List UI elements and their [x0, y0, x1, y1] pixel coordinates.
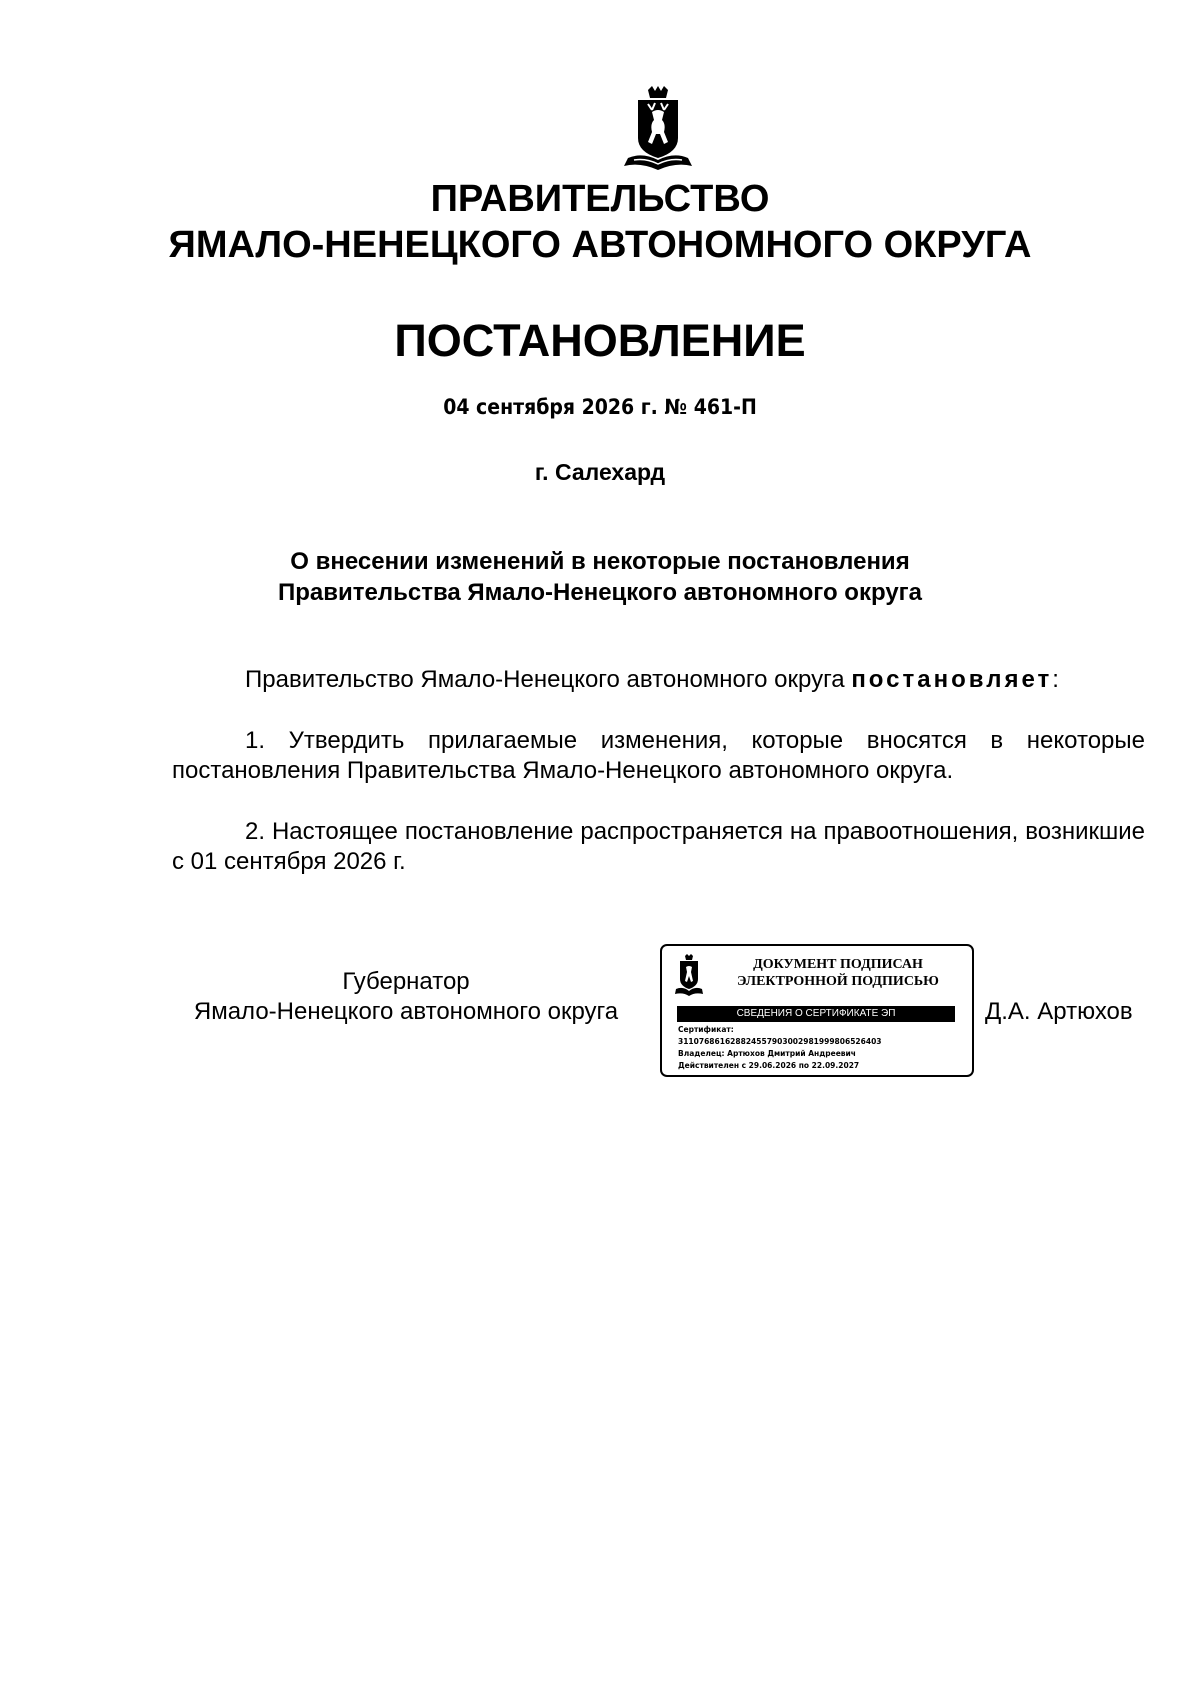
- certificate-validity: Действителен с 29.06.2026 по 22.09.2027: [678, 1061, 860, 1070]
- document-city: г. Салехард: [534, 459, 666, 485]
- stamp-coat-of-arms-icon: [674, 954, 704, 996]
- electronic-signature-stamp: [660, 944, 974, 1077]
- subject-line1: О внесении изменений в некоторые постановления: [290, 548, 910, 575]
- intro-bold-word: постановляет: [851, 666, 1053, 693]
- paragraph-item-1: 1. Утвердить прилагаемые изменения, которые вносятся в некоторые постановления Правительства Ямало-Ненецкого автономного округа.: [172, 727, 1145, 784]
- stamp-title-line2: ЭЛЕКТРОННОЙ ПОДПИСЬЮ: [737, 974, 939, 989]
- paragraph-item-2: 2. Настоящее постановление распространяется на правоотношения, возникшие с 01 сентября 2026 г.: [172, 818, 1145, 875]
- stamp-title: [718, 956, 958, 990]
- stamp-title-line1: ДОКУМЕНТ ПОДПИСАН: [753, 957, 923, 972]
- government-title-line1: ПРАВИТЕЛЬСТВО: [430, 178, 770, 220]
- certificate-number: 311076861628824557903002981999806526403: [678, 1037, 882, 1046]
- intro-paragraph: [172, 665, 1145, 695]
- signer-post-line2: Ямало-Ненецкого автономного округа: [193, 998, 619, 1025]
- intro-end: :: [1052, 666, 1059, 693]
- government-title-line2: ЯМАЛО-НЕНЕЦКОГО АВТОНОМНОГО ОКРУГА: [168, 224, 1032, 266]
- document-type-title: ПОСТАНОВЛЕНИЕ: [394, 315, 806, 366]
- document-subject: [0, 546, 1200, 608]
- certificate-details: [678, 1024, 882, 1072]
- certificate-info-bar: СВЕДЕНИЯ О СЕРТИФИКАТЕ ЭП: [677, 1006, 955, 1022]
- intro-text: Правительство Ямало-Ненецкого автономного округа: [245, 666, 852, 693]
- subject-line2: Правительства Ямало-Ненецкого автономного округа: [277, 579, 923, 606]
- certificate-label: Сертификат:: [678, 1025, 734, 1034]
- document-date-number: 04 сентября 2026 г. № 461-П: [443, 395, 757, 419]
- signer-post-line1: Губернатор: [342, 968, 470, 995]
- coat-of-arms-icon: [622, 86, 694, 172]
- signer-position: [172, 967, 640, 1027]
- certificate-owner: Владелец: Артюхов Дмитрий Андреевич: [678, 1049, 856, 1058]
- signer-name: Д.А. Артюхов: [985, 998, 1133, 1025]
